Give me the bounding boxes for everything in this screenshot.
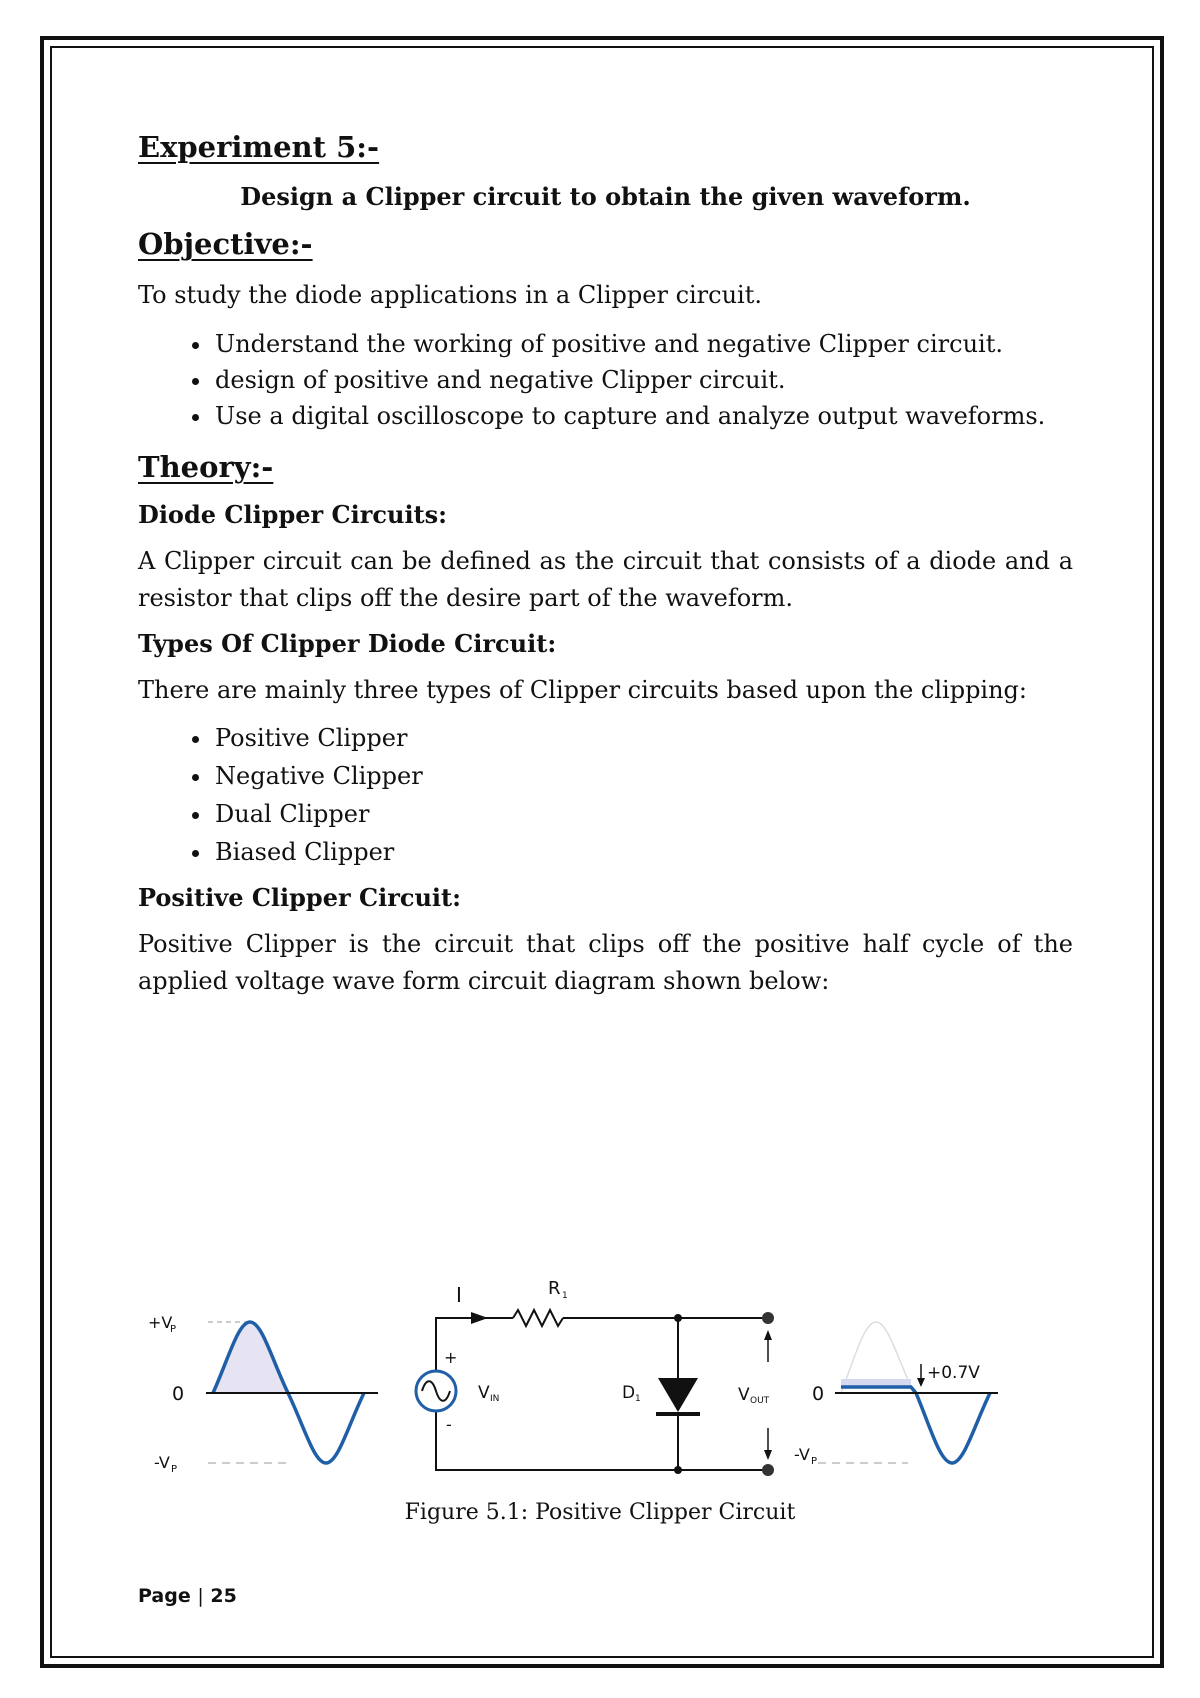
output-zero-label: 0 <box>812 1383 825 1405</box>
positive-clipper-figure <box>138 1250 1078 1540</box>
output-label: V <box>738 1385 750 1405</box>
input-waveform <box>148 1313 378 1475</box>
objective-intro: To study the diode applications in a Clipper circuit. <box>138 281 762 309</box>
input-neg-vp-label: -V <box>154 1453 170 1472</box>
output-neg-vp-label: -V <box>794 1445 810 1464</box>
experiment-heading: Experiment 5:- <box>138 130 380 164</box>
objective-bullet: • Use a digital oscilloscope to capture and analyze output waveforms. <box>213 398 1073 434</box>
types-heading: Types Of Clipper Diode Circuit: <box>138 629 557 658</box>
objective-heading: Objective:- <box>138 227 313 261</box>
types-item: • Dual Clipper <box>213 795 1073 833</box>
page-number: 25 <box>210 1585 237 1607</box>
output-neg-vp-sub: P <box>811 1456 818 1467</box>
page-footer <box>138 1585 237 1607</box>
plus-label: + <box>444 1348 458 1367</box>
input-vp-sub: P <box>170 1324 177 1335</box>
theory-heading: Theory:- <box>138 450 274 484</box>
objective-bullet: • Understand the working of positive and negative Clipper circuit. <box>213 326 1073 362</box>
source-label: V <box>478 1383 490 1403</box>
figure-caption: Figure 5.1: Positive Clipper Circuit <box>404 1500 796 1525</box>
output-sub: OUT <box>750 1396 770 1406</box>
types-list <box>138 719 1073 871</box>
types-item: • Negative Clipper <box>213 757 1073 795</box>
positive-clipper-heading: Positive Clipper Circuit: <box>138 883 461 912</box>
output-terminal-top <box>762 1312 774 1324</box>
output-waveform <box>794 1322 998 1467</box>
objective-list <box>138 326 1073 434</box>
output-terminal-bottom <box>762 1464 774 1476</box>
input-zero-label: 0 <box>172 1383 185 1405</box>
source-sub: IN <box>490 1394 500 1404</box>
page-label: Page <box>138 1585 191 1607</box>
input-neg-vp-sub: P <box>171 1464 178 1475</box>
input-vp-label: +V <box>148 1313 173 1332</box>
current-arrow-icon <box>471 1312 488 1324</box>
types-text: There are mainly three types of Clipper circuits based upon the clipping: <box>138 676 1028 704</box>
experiment-subtitle: Design a Clipper circuit to obtain the given waveform. <box>240 182 971 211</box>
page-separator: | <box>197 1585 204 1607</box>
types-item: • Biased Clipper <box>213 833 1073 871</box>
positive-clipper-text: Positive Clipper is the circuit that clips off the positive half cycle of the applied voltage wave form circuit diagram shown below: <box>138 930 1073 995</box>
clip-voltage-label: +0.7V <box>927 1363 980 1383</box>
minus-label: - <box>446 1415 452 1434</box>
resistor-icon <box>513 1310 563 1326</box>
objective-bullet: • design of positive and negative Clipper circuit. <box>213 362 1073 398</box>
types-item: • Positive Clipper <box>213 719 1073 757</box>
circuit-diagram <box>416 1278 774 1476</box>
diode-clipper-text: A Clipper circuit can be defined as the circuit that consists of a diode and a resistor that clips off the desire part of the waveform. <box>138 547 1073 612</box>
diode-clipper-heading: Diode Clipper Circuits: <box>138 500 448 529</box>
current-label: I <box>456 1283 462 1307</box>
diode-label: D <box>622 1383 636 1403</box>
diode-icon <box>658 1378 698 1412</box>
diode-sub: 1 <box>635 1394 641 1404</box>
document-body <box>138 130 1073 1000</box>
resistor-sub: 1 <box>562 1291 568 1301</box>
resistor-label: R <box>548 1278 561 1299</box>
